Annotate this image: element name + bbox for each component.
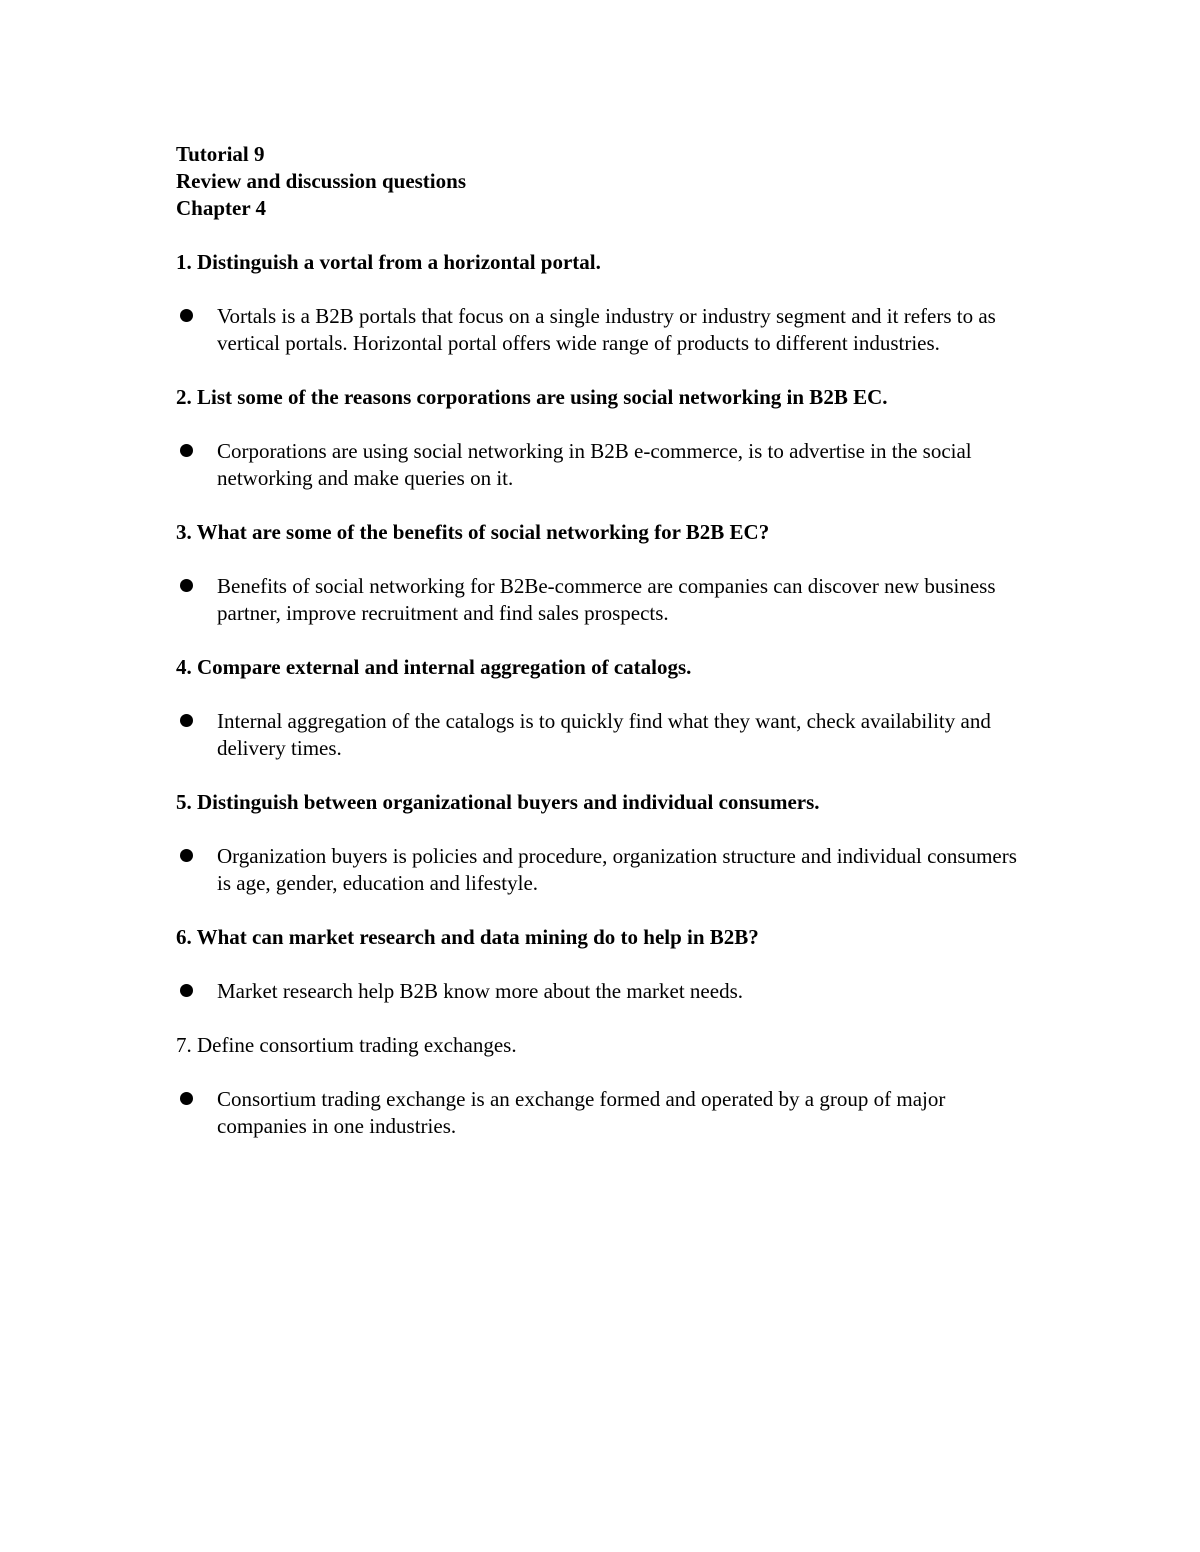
bullet-icon (180, 714, 193, 727)
bullet-icon (180, 579, 193, 592)
answer-6-text: Market research help B2B know more about the market needs. (217, 979, 743, 1003)
question-5: 5. Distinguish between organizational buyers and individual consumers. (176, 790, 820, 814)
answer-5 (176, 843, 1029, 897)
answer-6 (176, 978, 1029, 1005)
question-2: 2. List some of the reasons corporations are using social networking in B2B EC. (176, 385, 888, 409)
answer-7-text: Consortium trading exchange is an exchange formed and operated by a group of major companies in one industries. (217, 1087, 946, 1138)
question-block-5 (176, 789, 1036, 897)
tutorial-title: Tutorial 9 (176, 142, 265, 166)
question-7: 7. Define consortium trading exchanges. (176, 1033, 517, 1057)
question-block-4 (176, 654, 1036, 762)
question-block-2 (176, 384, 1036, 492)
answer-2 (176, 438, 1029, 492)
bullet-icon (180, 309, 193, 322)
question-block-7 (176, 1032, 1036, 1140)
bullet-icon (180, 1092, 193, 1105)
question-block-6 (176, 924, 1036, 1005)
bullet-icon (180, 849, 193, 862)
question-block-3 (176, 519, 1036, 627)
chapter-label: Chapter 4 (176, 196, 267, 220)
answer-4 (176, 708, 1029, 762)
bullet-icon (180, 984, 193, 997)
question-6: 6. What can market research and data mining do to help in B2B? (176, 925, 759, 949)
answer-5-text: Organization buyers is policies and procedure, organization structure and individual consumers is age, gender, education and lifestyle. (217, 844, 1017, 895)
answer-2-text: Corporations are using social networking in B2B e-commerce, is to advertise in the social networking and make queries on it. (217, 439, 972, 490)
answer-3-text: Benefits of social networking for B2Be-commerce are companies can discover new business partner, improve recruitment and find sales prospects. (217, 574, 996, 625)
answer-1 (176, 303, 1029, 357)
answer-4-text: Internal aggregation of the catalogs is to quickly find what they want, check availability and delivery times. (217, 709, 991, 760)
document-subtitle: Review and discussion questions (176, 169, 466, 193)
question-1: 1. Distinguish a vortal from a horizontal portal. (176, 250, 601, 274)
answer-7 (176, 1086, 1029, 1140)
question-4: 4. Compare external and internal aggregation of catalogs. (176, 655, 692, 679)
bullet-icon (180, 444, 193, 457)
question-block-1 (176, 249, 1036, 357)
document-body (176, 141, 1036, 1140)
question-3: 3. What are some of the benefits of social networking for B2B EC? (176, 520, 770, 544)
answer-3 (176, 573, 1029, 627)
answer-1-text: Vortals is a B2B portals that focus on a single industry or industry segment and it refers to as vertical portals. Horizontal portal offers wide range of products to different industries. (217, 304, 996, 355)
